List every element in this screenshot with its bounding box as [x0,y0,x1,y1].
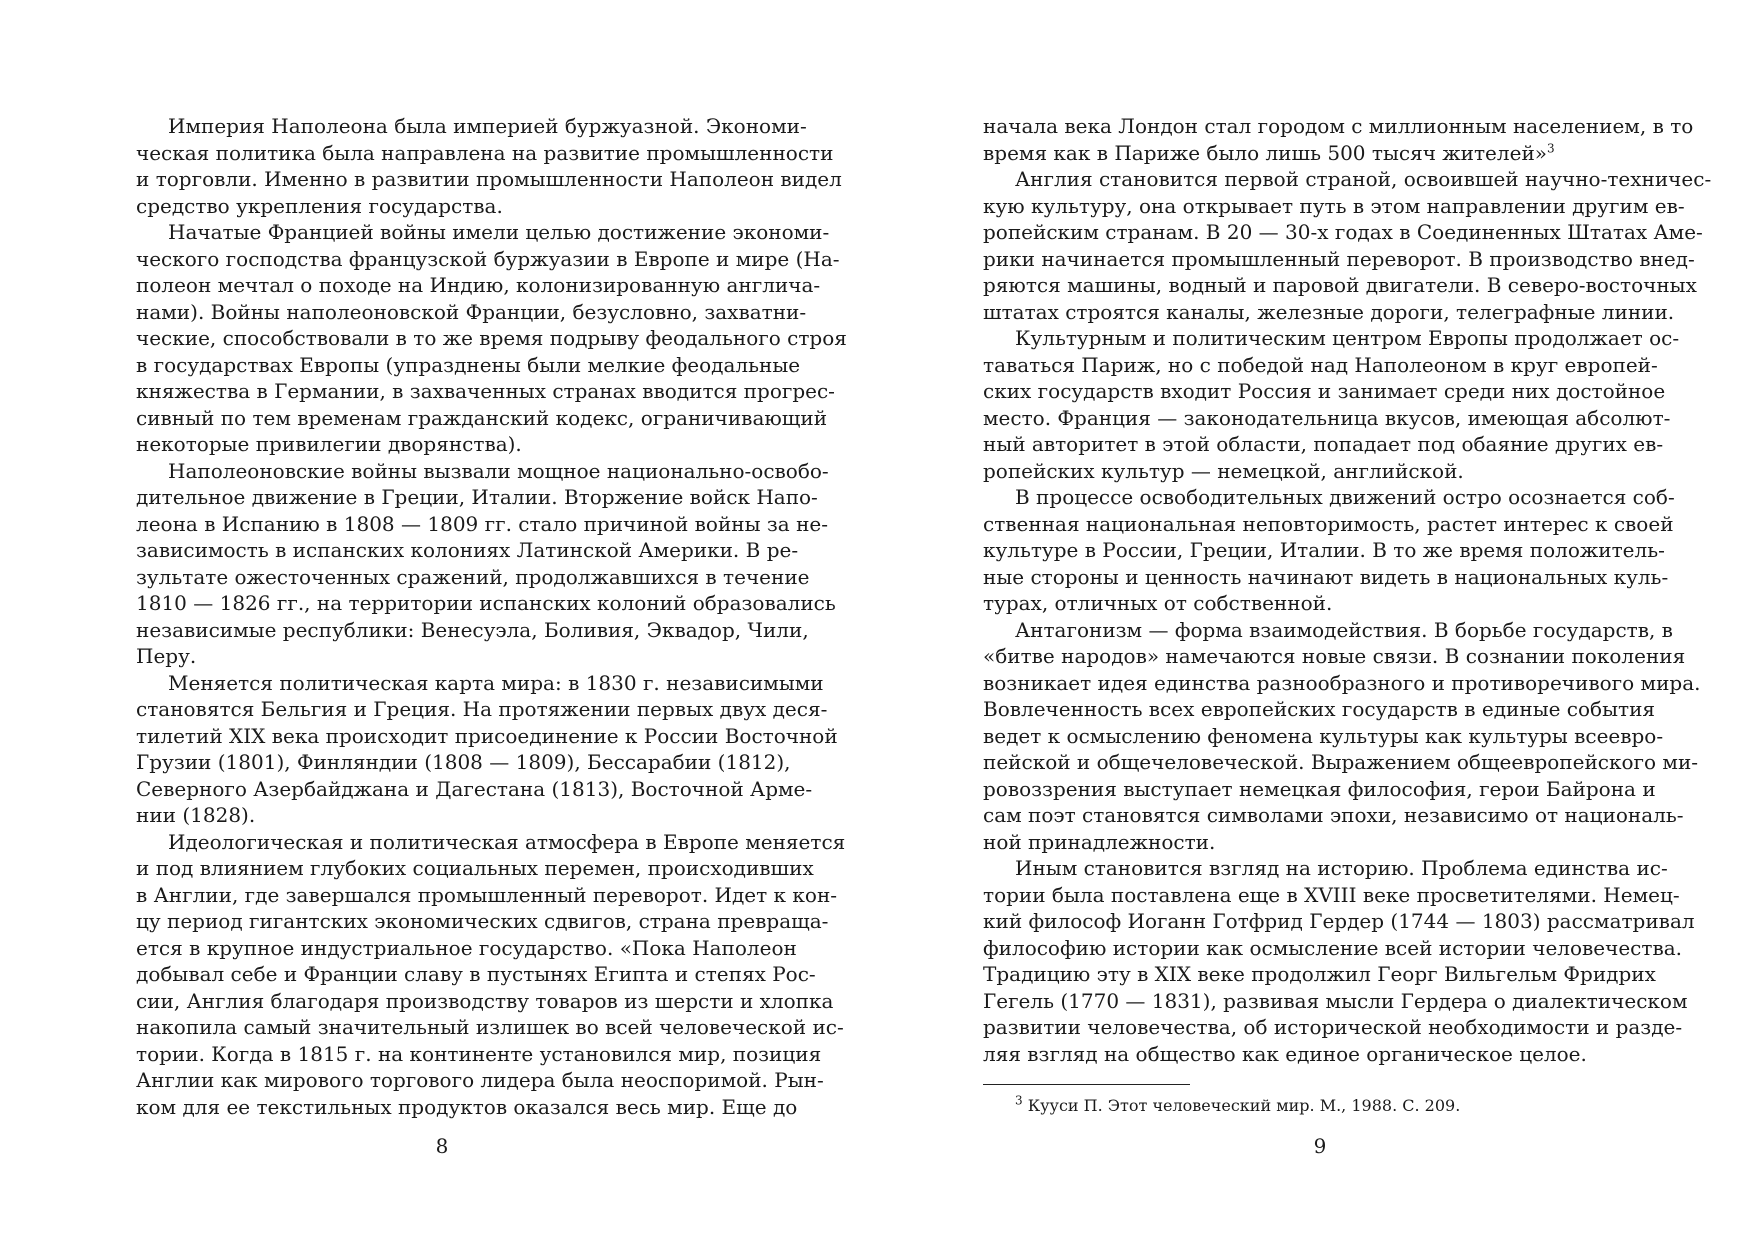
text-line-content: ной принадлежности. [983,829,1216,854]
right-page [983,113,1712,1067]
text-line-content: Культурным и политическим центром Европы продолжает ос- [1015,326,1680,350]
text-line [136,802,778,829]
text-line [983,405,1671,432]
text-line-content: Идеологическая и политическая атмосфера в Европе меняется [168,829,846,854]
text-line-content: ческие, способствовали в то же время подрыву феодального строя [136,326,847,350]
text-line-content: В процессе освободительных движений остро осознается соб- [1015,485,1675,509]
text-line [136,670,824,697]
text-line [983,352,1658,379]
text-line [136,140,834,167]
text-line [983,882,1680,909]
text-line-content: Традицию эту в XIX веке продолжил Георг Вильгельм Фридрих [983,962,1656,986]
text-line [983,696,1656,723]
text-line [136,961,816,988]
text-line-content: сам поэт становятся символами эпохи, независимо от националь- [983,803,1684,827]
text-line [136,776,813,803]
text-line [983,802,1684,829]
text-line [136,113,807,140]
text-line-content: Англия становится первой страной, освоившей научно-техничес- [1015,167,1712,191]
text-line [136,511,829,538]
text-line-content: турах, отличных от собственной. [983,591,1333,615]
footnote-text: Кууси П. Этот человеческий мир. М., 1988. С. 209. [1027,1096,1461,1115]
text-line-content: время как в Париже было лишь 500 тысяч жителей» [983,140,1548,165]
text-line [136,1067,824,1094]
text-line [983,113,1694,140]
text-line [136,988,834,1015]
text-line-content: тилетий XIX века происходит присоединение к России Восточной [136,723,838,748]
text-line [983,140,1625,167]
text-line-content: накопила самый значительный излишек во всей человеческой ис- [136,1015,844,1039]
text-line [136,431,778,458]
text-line [983,829,1625,856]
page-number-right: 9 [1313,1134,1327,1158]
text-line-content: полеон мечтал о походе на Индию, колонизированную англича- [136,273,821,297]
text-line [983,935,1682,962]
page-number-left: 8 [435,1134,449,1158]
text-line-content: и торговли. Именно в развитии промышленности Наполеон видел [136,167,842,191]
text-line-content: Вовлеченность всех европейских государств в единые события [983,697,1656,721]
left-page [136,113,847,1120]
text-line-content: начала века Лондон стал городом с миллионным населением, в то [983,114,1694,138]
text-line [136,749,791,776]
text-line [136,643,778,670]
text-line-content: княжества в Германии, в захваченных странах вводится прогрес- [136,379,835,403]
text-line-content: философию истории как осмысление всей истории человечества. [983,935,1682,960]
text-line-content: Меняется политическая карта мира: в 1830 г. независимыми [168,670,824,695]
footnote-marker: 3 [1015,1093,1023,1108]
text-line [136,723,838,750]
text-line-content: зависимость в испанских колониях Латинской Америки. В ре- [136,538,799,562]
text-line-content: ный авторитет в этой области, попадает под обаяние других ев- [983,432,1664,456]
text-line [983,272,1697,299]
text-line [983,537,1665,564]
text-line [136,246,840,273]
text-line-content: культуре в России, Греции, Италии. В то же время положитель- [983,538,1665,562]
text-line [136,193,778,220]
text-line [136,617,809,644]
text-line [983,431,1664,458]
text-line [983,988,1688,1015]
text-line [136,325,847,352]
text-line-content: средство укрепления государства. [136,193,503,218]
text-line-content: леона в Испанию в 1808 — 1809 гг. стало причиной войны за не- [136,511,829,536]
text-line [983,166,1712,193]
text-line [136,1094,798,1121]
footnote-divider [983,1084,1190,1085]
text-line-content: пейской и общечеловеческой. Выражением общеевропейского ми- [983,750,1699,774]
text-line-content: Иным становится взгляд на историю. Проблема единства ис- [1015,856,1668,880]
text-line-content: зультате ожесточенных сражений, продолжавшихся в течение [136,564,810,589]
text-line [983,299,1675,326]
text-line [136,299,807,326]
text-line-content: таваться Париж, но с победой над Наполеоном в круг европей- [983,352,1658,377]
text-line [136,484,818,511]
text-line [983,246,1695,273]
text-line-content: и под влиянием глубоких социальных перемен, происходивших [136,856,814,880]
text-line [136,352,801,379]
text-line-content: в государствах Европы (упразднены были мелкие феодальные [136,352,801,377]
text-line [983,908,1695,935]
text-line [983,723,1664,750]
text-line-content: возникает идея единства разнообразного и противоречивого мира. [983,670,1701,695]
text-line [136,405,828,432]
footnote-reference: 3 [1547,140,1555,155]
text-line-content: развитии человечества, об исторической необходимости и разде- [983,1015,1683,1039]
text-line-content: Начатые Францией войны имели целью достижение экономи- [168,220,830,244]
text-line-content: ляя взгляд на общество как единое органическое целое. [983,1041,1587,1066]
text-line-content: Северного Азербайджана и Дагестана (1813), Восточной Арме- [136,776,813,801]
text-line-content: Наполеоновские войны вызвали мощное национально-освобо- [168,458,829,483]
text-line-content: штатах строятся каналы, железные дороги, телеграфные линии. [983,299,1675,324]
text-line-content: кий философ Иоганн Готфрид Гердер (1744 — 1803) рассматривал [983,909,1695,933]
text-line-content: дительное движение в Греции, Италии. Вторжение войск Напо- [136,485,818,509]
text-line [983,670,1701,697]
text-line-content: становятся Бельгия и Греция. На протяжении первых двух деся- [136,697,828,721]
text-line [983,564,1669,591]
text-line [136,458,829,485]
text-line-content: ные стороны и ценность начинают видеть в национальных куль- [983,564,1669,589]
text-line-content: ком для ее текстильных продуктов оказался весь мир. Еще до [136,1094,798,1119]
text-line-content: цу период гигантских экономических сдвигов, страна превраща- [136,909,829,933]
left-page-text [136,113,847,1120]
text-line-content: Гегель (1770 — 1831), развивая мысли Гердера о диалектическом [983,988,1688,1013]
text-line [136,1041,822,1068]
text-line-content: ских государств входит Россия и занимает среди них достойное [983,379,1666,403]
text-line [983,617,1673,644]
text-line-content: ственная национальная неповторимость, растет интерес к своей [983,511,1674,536]
text-line-content: в Англии, где завершался промышленный переворот. Идет к кон- [136,882,838,907]
text-line-content: сивный по тем временам гражданский кодекс, ограничивающий [136,405,828,430]
text-line-content: нами). Войны наполеоновской Франции, безусловно, захватни- [136,299,807,324]
text-line [983,484,1675,511]
footnote [1015,1094,1460,1118]
text-line-content: тории была поставлена еще в XVIII веке просветителями. Немец- [983,882,1680,907]
text-line-content: тории. Когда в 1815 г. на континенте установился мир, позиция [136,1041,822,1066]
text-line-content: некоторые привилегии дворянства). [136,432,522,456]
text-line-content: добывал себе и Франции славу в пустынях Египта и степях Рос- [136,962,816,986]
text-line-content: рики начинается промышленный переворот. В производство внед- [983,246,1695,271]
text-line [983,193,1685,220]
text-line [136,882,838,909]
text-line [983,458,1625,485]
text-line-content: кую культуру, она открывает путь в этом направлении другим ев- [983,193,1685,218]
text-line [983,378,1666,405]
right-page-text [983,113,1712,1067]
text-line [983,325,1680,352]
text-line [983,1014,1683,1041]
text-line [136,855,814,882]
text-line-content: ется в крупное индустриальное государство. «Пока Наполеон [136,935,797,960]
text-line-content: сии, Англия благодаря производству товаров из шерсти и хлопка [136,988,834,1013]
text-line-content: независимые республики: Венесуэла, Боливия, Эквадор, Чили, [136,617,809,642]
text-line-content: Перу. [136,644,197,668]
text-line [983,590,1625,617]
text-line-content: Империя Наполеона была империей буржуазной. Экономи- [168,114,807,138]
text-line-content: место. Франция — законодательница вкусов, имеющая абсолют- [983,405,1671,430]
text-line [983,749,1699,776]
text-line [136,378,835,405]
text-line [136,166,842,193]
text-line-content: ропейским странам. В 20 — 30-х годах в Соединенных Штатах Аме- [983,220,1703,244]
text-line-content: ряются машины, водный и паровой двигатели. В северо-восточных [983,273,1697,297]
text-line-content: ческая политика была направлена на развитие промышленности [136,140,834,165]
text-line [136,935,797,962]
text-line [136,696,828,723]
text-line-content: Грузии (1801), Финляндии (1808 — 1809), Бессарабии (1812), [136,750,791,774]
text-line [983,643,1686,670]
text-line [136,564,810,591]
text-line-content: ческого господства французской буржуазии в Европе и мире (На- [136,246,840,271]
text-line-content: Англии как мирового торгового лидера была неоспоримой. Рын- [136,1068,824,1092]
text-line [983,219,1703,246]
text-line-content: Антагонизм — форма взаимодействия. В борьбе государств, в [1015,617,1673,642]
text-line [136,908,829,935]
text-line-content: нии (1828). [136,803,256,827]
text-line [136,829,846,856]
text-line [983,776,1656,803]
text-line [983,855,1668,882]
text-line-content: «битве народов» намечаются новые связи. В сознании поколения [983,644,1686,668]
text-line-content: 1810 — 1826 гг., на территории испанских колоний образовались [136,591,836,615]
text-line [983,511,1674,538]
text-line [136,537,799,564]
text-line-content: ровоззрения выступает немецкая философия, герои Байрона и [983,776,1656,801]
text-line-content: ведет к осмыслению феномена культуры как культуры всеевро- [983,723,1664,748]
text-line [136,219,830,246]
text-line [136,272,821,299]
text-line [136,1014,844,1041]
text-line [136,590,836,617]
text-line-content: ропейских культур — немецкой, английской. [983,458,1464,483]
text-line [983,961,1656,988]
text-line [983,1041,1625,1068]
